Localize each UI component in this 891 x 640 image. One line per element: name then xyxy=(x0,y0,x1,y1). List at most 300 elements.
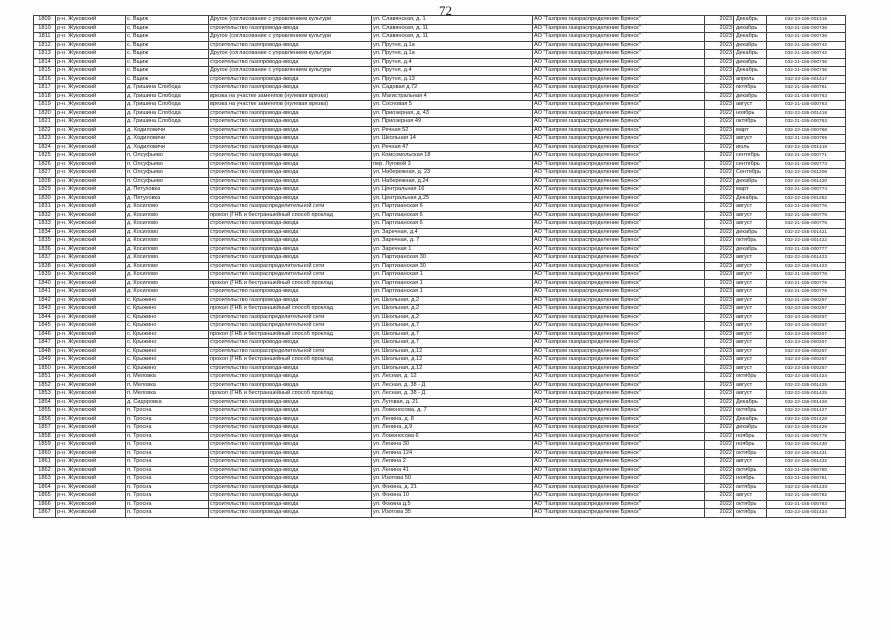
settlement-cell: с. Вщиж xyxy=(126,58,209,67)
month-cell: декабрь xyxy=(734,228,767,237)
work-type-cell: строительство газопровода-ввода xyxy=(209,58,372,67)
settlement-cell: д. Ходиловичи xyxy=(126,135,209,144)
month-cell: декабрь xyxy=(734,41,767,50)
permit-number-cell: 032-21-155-000257 xyxy=(767,296,846,305)
permit-number-cell: 032-21-155-000776 xyxy=(767,271,846,280)
month-cell: Декабрь xyxy=(734,50,767,59)
row-number-cell: 1842 xyxy=(34,296,56,305)
organization-cell: АО "Газпром газораспределение Брянск" xyxy=(533,186,705,195)
table-row xyxy=(34,237,846,246)
year-cell: 2023 xyxy=(705,101,734,110)
year-cell: 2022 xyxy=(705,466,734,475)
settlement-cell: д. Гришина Слобода xyxy=(126,84,209,93)
settlement-cell: д. Косилово xyxy=(126,262,209,271)
month-cell: август xyxy=(734,356,767,365)
address-cell: ул. Лесная, д. 38 - Д xyxy=(372,381,533,390)
permit-number-cell: 032-22-155-001206 xyxy=(767,169,846,178)
row-number-cell: 1839 xyxy=(34,271,56,280)
address-cell: ул. Комсомольская 18 xyxy=(372,152,533,161)
address-cell: ул. Лесная, д. 38 - Д xyxy=(372,390,533,399)
year-cell: 2022 xyxy=(705,92,734,101)
month-cell: август xyxy=(734,271,767,280)
table-row xyxy=(34,339,846,348)
row-number-cell: 1832 xyxy=(34,211,56,220)
settlement-cell: п. Тросна xyxy=(126,483,209,492)
permit-number-cell: 032-21-155-000776 xyxy=(767,279,846,288)
year-cell: 2022 xyxy=(705,373,734,382)
year-cell: 2022 xyxy=(705,169,734,178)
address-cell: ул. Лесная, д. 12 xyxy=(372,373,533,382)
settlement-cell: с. Крыжино xyxy=(126,322,209,331)
settlement-cell: с. Крыжино xyxy=(126,330,209,339)
row-number-cell: 1826 xyxy=(34,160,56,169)
table-row xyxy=(34,279,846,288)
organization-cell: АО "Газпром газораспределение Брянск" xyxy=(533,245,705,254)
address-cell: ул. Партизанская 6 xyxy=(372,203,533,212)
table-row xyxy=(34,381,846,390)
district-cell: р-н. Жуковский xyxy=(56,390,126,399)
table-row xyxy=(34,271,846,280)
permit-number-cell: 032-21-155-000742 xyxy=(767,50,846,59)
row-number-cell: 1836 xyxy=(34,245,56,254)
organization-cell: АО "Газпром газораспределение Брянск" xyxy=(533,330,705,339)
table-row xyxy=(34,262,846,271)
address-cell: ул. Славянская, д. 1 xyxy=(372,16,533,25)
month-cell: август xyxy=(734,279,767,288)
table-row xyxy=(34,458,846,467)
row-number-cell: 1860 xyxy=(34,449,56,458)
settlement-cell: с. Крыжино xyxy=(126,347,209,356)
settlement-cell: д. Гришина Слобода xyxy=(126,109,209,118)
district-cell: р-н. Жуковский xyxy=(56,84,126,93)
year-cell: 2022 xyxy=(705,449,734,458)
permit-number-cell: 032-22-155-001423 xyxy=(767,262,846,271)
table-row xyxy=(34,509,846,518)
organization-cell: АО "Газпром газораспределение Брянск" xyxy=(533,322,705,331)
work-type-cell: строительство газопровода-ввода xyxy=(209,466,372,475)
address-cell: ул. Партизанская 6 xyxy=(372,211,533,220)
year-cell: 2022 xyxy=(705,118,734,127)
settlement-cell: п. Тросна xyxy=(126,432,209,441)
organization-cell: АО "Газпром газораспределение Брянск" xyxy=(533,373,705,382)
year-cell: 2023 xyxy=(705,296,734,305)
district-cell: р-н. Жуковский xyxy=(56,364,126,373)
permit-number-cell: 032-23-155-000257 xyxy=(767,313,846,322)
settlement-cell: д. Гришина Слобода xyxy=(126,118,209,127)
work-type-cell: строительство газопровода-ввода xyxy=(209,381,372,390)
row-number-cell: 1846 xyxy=(34,330,56,339)
address-cell: ул. Прутня, д.4 xyxy=(372,67,533,76)
permit-number-cell: 032-21-155-000776 xyxy=(767,288,846,297)
settlement-cell: д. Косилово xyxy=(126,228,209,237)
address-cell: ул. Школьная, д.7 xyxy=(372,339,533,348)
year-cell: 2023 xyxy=(705,135,734,144)
settlement-cell: д. Косилово xyxy=(126,220,209,229)
table-row xyxy=(34,415,846,424)
district-cell: р-н. Жуковский xyxy=(56,237,126,246)
permit-number-cell: 032-22-155-001427 xyxy=(767,407,846,416)
year-cell: 2022 xyxy=(705,492,734,501)
row-number-cell: 1816 xyxy=(34,75,56,84)
row-number-cell: 1814 xyxy=(34,58,56,67)
month-cell: октябрь xyxy=(734,466,767,475)
permit-number-cell: 032-22-155-001423 xyxy=(767,254,846,263)
month-cell: октябрь xyxy=(734,373,767,382)
work-type-cell: строительство газопровода-ввода xyxy=(209,228,372,237)
page-number: 72 xyxy=(439,3,452,18)
work-type-cell: строительство газопровода-ввода xyxy=(209,135,372,144)
address-cell: ул. Прутня, д.1а xyxy=(372,50,533,59)
address-cell: ул. Школьная, д.12 xyxy=(372,356,533,365)
year-cell: 2022 xyxy=(705,398,734,407)
table-row xyxy=(34,288,846,297)
table-row xyxy=(34,254,846,263)
table-row xyxy=(34,92,846,101)
table-body xyxy=(34,16,846,518)
organization-cell: АО "Газпром газораспределение Брянск" xyxy=(533,92,705,101)
year-cell: 2023 xyxy=(705,288,734,297)
address-cell: ул. Партизанская 6 xyxy=(372,220,533,229)
work-type-cell: строительство газопровода-ввода xyxy=(209,254,372,263)
district-cell: р-н. Жуковский xyxy=(56,330,126,339)
row-number-cell: 1811 xyxy=(34,33,56,42)
table-row xyxy=(34,245,846,254)
row-number-cell: 1810 xyxy=(34,24,56,33)
work-type-cell: строительство газопровода-ввода xyxy=(209,245,372,254)
address-cell: ул. Школьная, д.7 xyxy=(372,330,533,339)
permit-number-cell: 032-21-155-000736 xyxy=(767,24,846,33)
settlement-cell: п. Тросна xyxy=(126,458,209,467)
district-cell: р-н. Жуковский xyxy=(56,254,126,263)
permit-number-cell: 032-22-155-001425 xyxy=(767,390,846,399)
work-type-cell: строительство газопровода-ввода xyxy=(209,475,372,484)
organization-cell: АО "Газпром газораспределение Брянск" xyxy=(533,407,705,416)
organization-cell: АО "Газпром газораспределение Брянск" xyxy=(533,313,705,322)
month-cell: август xyxy=(734,390,767,399)
address-cell: ул. Партизанская 1 xyxy=(372,279,533,288)
month-cell: август xyxy=(734,347,767,356)
permit-number-cell: 032-22-155-001420 xyxy=(767,177,846,186)
address-cell: ул. Прутня, д.13 xyxy=(372,75,533,84)
address-cell: ул. Сосновая 5 xyxy=(372,101,533,110)
district-cell: р-н. Жуковский xyxy=(56,279,126,288)
address-cell: ул. Фокина, д. 21 xyxy=(372,483,533,492)
table-row xyxy=(34,109,846,118)
table-row xyxy=(34,126,846,135)
year-cell: 2023 xyxy=(705,67,734,76)
permit-number-cell: 032-21-155-000782 xyxy=(767,492,846,501)
settlement-cell: с. Крыжино xyxy=(126,364,209,373)
year-cell: 2023 xyxy=(705,126,734,135)
settlement-cell: с. Крыжино xyxy=(126,339,209,348)
organization-cell: АО "Газпром газораспределение Брянск" xyxy=(533,24,705,33)
address-cell: ул. Заречная, д.4 xyxy=(372,228,533,237)
settlement-cell: с. Вщиж xyxy=(126,41,209,50)
address-cell: ул. Ломоносова 6 xyxy=(372,432,533,441)
month-cell: декабрь xyxy=(734,92,767,101)
permit-number-cell: 032-21-155-000736 xyxy=(767,33,846,42)
district-cell: р-н. Жуковский xyxy=(56,296,126,305)
work-type-cell: строительство газопровода-ввода xyxy=(209,75,372,84)
address-cell: пер. Луговой 3 xyxy=(372,160,533,169)
work-type-cell: строительство газопровода-ввода xyxy=(209,126,372,135)
permit-number-cell: 032-22-155-001426 xyxy=(767,398,846,407)
work-type-cell: строительство газораспределительной сети xyxy=(209,271,372,280)
row-number-cell: 1847 xyxy=(34,339,56,348)
work-type-cell: строительство газораспределительной сети xyxy=(209,322,372,331)
year-cell: 2023 xyxy=(705,211,734,220)
work-type-cell: прокол (ГНБ и бестраншейный способ проклад xyxy=(209,279,372,288)
settlement-cell: с. Вщиж xyxy=(126,24,209,33)
district-cell: р-н. Жуковский xyxy=(56,305,126,314)
permit-number-cell: 032-21-155-000763 xyxy=(767,101,846,110)
permit-number-cell: 032-23-155-000257 xyxy=(767,322,846,331)
year-cell: 2023 xyxy=(705,24,734,33)
row-number-cell: 1848 xyxy=(34,347,56,356)
year-cell: 2023 xyxy=(705,203,734,212)
month-cell: Декабрь xyxy=(734,33,767,42)
organization-cell: АО "Газпром газораспределение Брянск" xyxy=(533,364,705,373)
row-number-cell: 1841 xyxy=(34,288,56,297)
permit-number-cell: 032-22-155-001262 xyxy=(767,194,846,203)
permit-number-cell: 032-22-155-001424 xyxy=(767,373,846,382)
address-cell: ул. Набережная, д.24 xyxy=(372,177,533,186)
year-cell: 2022 xyxy=(705,500,734,509)
year-cell: 2023 xyxy=(705,322,734,331)
month-cell: август xyxy=(734,305,767,314)
district-cell: р-н. Жуковский xyxy=(56,441,126,450)
address-cell: ул. Школьная, д.12 xyxy=(372,347,533,356)
organization-cell: АО "Газпром газораспределение Брянск" xyxy=(533,84,705,93)
table-row xyxy=(34,211,846,220)
address-cell: ул. Заречная 1 xyxy=(372,245,533,254)
year-cell: 2022 xyxy=(705,483,734,492)
district-cell: р-н. Жуковский xyxy=(56,220,126,229)
address-cell: ул. Речная 52 xyxy=(372,126,533,135)
month-cell: октябрь xyxy=(734,509,767,518)
table-row xyxy=(34,152,846,161)
settlement-cell: д. Косилово xyxy=(126,237,209,246)
work-type-cell: строительство газораспределительной сети xyxy=(209,203,372,212)
row-number-cell: 1825 xyxy=(34,152,56,161)
row-number-cell: 1821 xyxy=(34,118,56,127)
settlement-cell: д. Ходиловичи xyxy=(126,126,209,135)
permit-number-cell: 032-22-155-001429 xyxy=(767,424,846,433)
work-type-cell: строительство газопровода-ввода xyxy=(209,118,372,127)
district-cell: р-н. Жуковский xyxy=(56,135,126,144)
table-row xyxy=(34,143,846,152)
table-row xyxy=(34,322,846,331)
permit-number-cell: 032-22-155-001431 xyxy=(767,449,846,458)
address-cell: ул. Ленина, д. 8 xyxy=(372,415,533,424)
year-cell: 2022 xyxy=(705,424,734,433)
table-row xyxy=(34,169,846,178)
district-cell: р-н. Жуковский xyxy=(56,381,126,390)
address-cell: ул. Ломоносова, д. 7 xyxy=(372,407,533,416)
organization-cell: АО "Газпром газораспределение Брянск" xyxy=(533,160,705,169)
row-number-cell: 1829 xyxy=(34,186,56,195)
address-cell: ул. Луговая, д. 21 xyxy=(372,398,533,407)
year-cell: 2023 xyxy=(705,41,734,50)
settlement-cell: с. Вщиж xyxy=(126,50,209,59)
permit-number-cell: 032-23-155-001416 xyxy=(767,16,846,25)
settlement-cell: п. Тросна xyxy=(126,500,209,509)
year-cell: 2022 xyxy=(705,109,734,118)
month-cell: август xyxy=(734,254,767,263)
address-cell: ул. Магистральная 4 xyxy=(372,92,533,101)
year-cell: 2023 xyxy=(705,330,734,339)
district-cell: р-н. Жуковский xyxy=(56,373,126,382)
work-type-cell: прокол (ГНБ и бестраншейный способ проклад xyxy=(209,211,372,220)
month-cell: август xyxy=(734,101,767,110)
settlement-cell: с. Крыжино xyxy=(126,313,209,322)
district-cell: р-н. Жуковский xyxy=(56,458,126,467)
row-number-cell: 1857 xyxy=(34,424,56,433)
organization-cell: АО "Газпром газораспределение Брянск" xyxy=(533,449,705,458)
address-cell: ул. Школьная, д.2 xyxy=(372,296,533,305)
work-type-cell: строительство газопровода-ввода xyxy=(209,237,372,246)
table-row xyxy=(34,41,846,50)
month-cell: август xyxy=(734,364,767,373)
row-number-cell: 1828 xyxy=(34,177,56,186)
work-type-cell: прокол (ГНБ и бестраншейный способ проклад xyxy=(209,390,372,399)
district-cell: р-н. Жуковский xyxy=(56,126,126,135)
records-table xyxy=(33,15,846,518)
year-cell: 2022 xyxy=(705,432,734,441)
year-cell: 2023 xyxy=(705,279,734,288)
address-cell: ул. Приозерная, д. 43 xyxy=(372,109,533,118)
district-cell: р-н. Жуковский xyxy=(56,356,126,365)
permit-number-cell: 032-21-155-000774 xyxy=(767,186,846,195)
permit-number-cell: 032-22-155-001430 xyxy=(767,441,846,450)
district-cell: р-н. Жуковский xyxy=(56,245,126,254)
year-cell: 2023 xyxy=(705,16,734,25)
work-type-cell: строительство газопровода-ввода xyxy=(209,143,372,152)
year-cell: 2022 xyxy=(705,245,734,254)
table-row xyxy=(34,475,846,484)
row-number-cell: 1822 xyxy=(34,126,56,135)
table-row xyxy=(34,466,846,475)
row-number-cell: 1867 xyxy=(34,509,56,518)
work-type-cell: строительство газопровода-ввода xyxy=(209,432,372,441)
row-number-cell: 1863 xyxy=(34,475,56,484)
organization-cell: АО "Газпром газораспределение Брянск" xyxy=(533,271,705,280)
district-cell: р-н. Жуковский xyxy=(56,509,126,518)
settlement-cell: д. Косилово xyxy=(126,271,209,280)
organization-cell: АО "Газпром газораспределение Брянск" xyxy=(533,441,705,450)
settlement-cell: с. Вщиж xyxy=(126,75,209,84)
row-number-cell: 1866 xyxy=(34,500,56,509)
organization-cell: АО "Газпром газораспределение Брянск" xyxy=(533,466,705,475)
permit-number-cell: 032-21-155-000781 xyxy=(767,475,846,484)
address-cell: ул. Изотова 35 xyxy=(372,509,533,518)
district-cell: р-н. Жуковский xyxy=(56,118,126,127)
month-cell: август xyxy=(734,458,767,467)
organization-cell: АО "Газпром газораспределение Брянск" xyxy=(533,16,705,25)
work-type-cell: строительство газопровода-ввода xyxy=(209,415,372,424)
settlement-cell: п. Тросна xyxy=(126,407,209,416)
settlement-cell: п. Тросна xyxy=(126,466,209,475)
organization-cell: АО "Газпром газораспределение Брянск" xyxy=(533,458,705,467)
work-type-cell: строительство газопровода-ввода xyxy=(209,407,372,416)
permit-number-cell: 032-22-155-001433 xyxy=(767,483,846,492)
district-cell: р-н. Жуковский xyxy=(56,500,126,509)
year-cell: 2023 xyxy=(705,364,734,373)
row-number-cell: 1815 xyxy=(34,67,56,76)
month-cell: август xyxy=(734,135,767,144)
address-cell: ул. Набережная, д. 23 xyxy=(372,169,533,178)
district-cell: р-н. Жуковский xyxy=(56,407,126,416)
table-row xyxy=(34,24,846,33)
table-row xyxy=(34,220,846,229)
month-cell: август xyxy=(734,211,767,220)
permit-number-cell: 032-23-155-000257 xyxy=(767,305,846,314)
address-cell: ул. Ленина 2 xyxy=(372,458,533,467)
month-cell: Декабрь xyxy=(734,415,767,424)
organization-cell: АО "Газпром газораспределение Брянск" xyxy=(533,262,705,271)
work-type-cell: строительство газопровода-ввода xyxy=(209,424,372,433)
settlement-cell: п. Олсуфьево xyxy=(126,152,209,161)
district-cell: р-н. Жуковский xyxy=(56,211,126,220)
district-cell: р-н. Жуковский xyxy=(56,483,126,492)
district-cell: р-н. Жуковский xyxy=(56,177,126,186)
work-type-cell: Другое (согласование с управлением культури xyxy=(209,67,372,76)
year-cell: 2022 xyxy=(705,84,734,93)
settlement-cell: д. Гришина Слобода xyxy=(126,101,209,110)
permit-number-cell: 032-21-155-000776 xyxy=(767,203,846,212)
table-row xyxy=(34,84,846,93)
work-type-cell: прокол (ГНБ и бестраншейный способ проклад xyxy=(209,356,372,365)
row-number-cell: 1861 xyxy=(34,458,56,467)
address-cell: ул. Партизанская 30 xyxy=(372,254,533,263)
district-cell: р-н. Жуковский xyxy=(56,169,126,178)
district-cell: р-н. Жуковский xyxy=(56,228,126,237)
district-cell: р-н. Жуковский xyxy=(56,398,126,407)
district-cell: р-н. Жуковский xyxy=(56,271,126,280)
organization-cell: АО "Газпром газораспределение Брянск" xyxy=(533,483,705,492)
row-number-cell: 1812 xyxy=(34,41,56,50)
work-type-cell: строительство газопровода-ввода xyxy=(209,339,372,348)
address-cell: ул. Изотова 50 xyxy=(372,475,533,484)
row-number-cell: 1856 xyxy=(34,415,56,424)
district-cell: р-н. Жуковский xyxy=(56,109,126,118)
district-cell: р-н. Жуковский xyxy=(56,101,126,110)
permit-number-cell: 032-22-155-001432 xyxy=(767,458,846,467)
work-type-cell: строительство газопровода-ввода xyxy=(209,458,372,467)
permit-number-cell: 032-22-155-001418 xyxy=(767,109,846,118)
table-row xyxy=(34,492,846,501)
month-cell: август xyxy=(734,339,767,348)
address-cell: ул. Партизанская 30 xyxy=(372,262,533,271)
organization-cell: АО "Газпром газораспределение Брянск" xyxy=(533,135,705,144)
table-row xyxy=(34,305,846,314)
table-row xyxy=(34,101,846,110)
settlement-cell: п. Олсуфьево xyxy=(126,160,209,169)
table-row xyxy=(34,16,846,25)
work-type-cell: строительство газопровода-ввода xyxy=(209,296,372,305)
organization-cell: АО "Газпром газораспределение Брянск" xyxy=(533,279,705,288)
permit-number-cell: 032-23-155-000257 xyxy=(767,339,846,348)
year-cell: 2022 xyxy=(705,160,734,169)
organization-cell: АО "Газпром газораспределение Брянск" xyxy=(533,356,705,365)
district-cell: р-н. Жуковский xyxy=(56,415,126,424)
table-row xyxy=(34,135,846,144)
permit-number-cell: 032-21-155-000736 xyxy=(767,58,846,67)
address-cell: ул. Садовая д.72 xyxy=(372,84,533,93)
year-cell: 2023 xyxy=(705,313,734,322)
row-number-cell: 1827 xyxy=(34,169,56,178)
table-row xyxy=(34,67,846,76)
